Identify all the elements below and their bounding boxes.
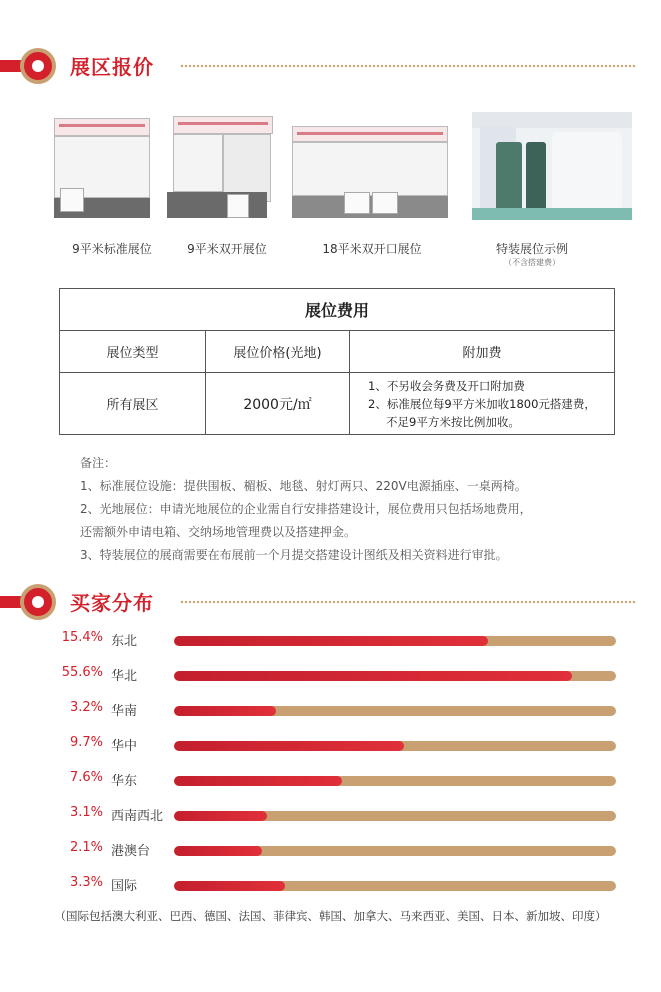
booth-fee-table (59, 288, 615, 435)
bar-fill (174, 846, 262, 856)
section-title: 买家分布 (70, 591, 154, 615)
distribution-row (0, 698, 661, 718)
notes-block (80, 452, 532, 567)
percent-label: 2.1% (69, 840, 103, 855)
percent-label: 55.6% (61, 665, 103, 680)
cell-extra-fee (350, 373, 615, 435)
extra-fee-line: 1、不另收会务费及开口附加费 (368, 378, 525, 393)
booth-caption: 18平米双开口展位 (322, 242, 422, 256)
cell-booth-type: 所有展区 (60, 373, 206, 435)
region-label: 西南西北 (111, 809, 164, 824)
section-title: 展区报价 (70, 55, 154, 79)
booth-18sqm-image (292, 112, 450, 220)
booth-gallery (52, 112, 632, 272)
bar-track (174, 671, 616, 681)
percent-label: 3.1% (69, 805, 103, 820)
bar-fill (174, 741, 404, 751)
region-label: 东北 (111, 634, 138, 649)
region-label: 港澳台 (111, 844, 151, 859)
notes-label: 备注： (80, 456, 117, 470)
percent-label: 15.4% (61, 630, 103, 645)
booth-standard-image (52, 112, 172, 220)
distribution-row (0, 873, 661, 893)
distribution-row (0, 838, 661, 858)
booth-card (472, 112, 592, 267)
table-caption: 展位费用 (60, 289, 615, 331)
booth-double-open-image (167, 112, 287, 220)
extra-fee-line: 不足9平方米按比例加收。 (386, 414, 520, 429)
bar-fill (174, 706, 276, 716)
booth-special-image (472, 112, 632, 220)
bar-fill (174, 636, 488, 646)
distribution-row (0, 768, 661, 788)
bar-fill (174, 881, 285, 891)
region-label: 国际 (111, 879, 138, 894)
bar-track (174, 636, 616, 646)
bar-fill (174, 776, 342, 786)
booth-caption: 9平米标准展位 (72, 242, 152, 256)
booth-caption: 9平米双开展位 (187, 242, 267, 256)
region-label: 华北 (111, 669, 138, 684)
percent-label: 9.7% (69, 735, 103, 750)
bar-track (174, 811, 616, 821)
header-circle-icon (20, 48, 56, 84)
bar-fill (174, 671, 572, 681)
bar-track (174, 706, 616, 716)
region-label: 华东 (111, 774, 138, 789)
section-header-buyer-dist (0, 582, 661, 622)
intl-footnote: （国际包括澳大利亚、巴西、德国、法国、菲律宾、韩国、加拿大、马来西亚、美国、日本、新加坡、印度） (54, 909, 607, 923)
percent-label: 7.6% (69, 770, 103, 785)
percent-label: 3.3% (69, 875, 103, 890)
booth-caption: 特装展位示例 (495, 242, 568, 256)
header-booth-type: 展位类型 (60, 331, 206, 373)
cell-booth-price: 2000元/㎡ (206, 373, 350, 435)
booth-note: （不含搭建费） (504, 258, 560, 267)
notes-line: 3、特装展位的展商需要在布展前一个月提交搭建设计图纸及相关资料进行审批。 (80, 548, 508, 562)
bar-track (174, 741, 616, 751)
region-label: 华南 (111, 704, 138, 719)
distribution-row (0, 733, 661, 753)
header-circle-icon (20, 584, 56, 620)
notes-line: 还需额外申请电箱、交纳场地管理费以及搭建押金。 (80, 525, 357, 539)
percent-label: 3.2% (69, 700, 103, 715)
dotted-divider (180, 600, 637, 604)
notes-line: 2、光地展位：申请光地展位的企业需自行安排搭建设计，展位费用只包括场地费用， (80, 502, 532, 516)
section-header-booth-price (0, 46, 661, 86)
extra-fee-line: 2、标准展位每9平方米加收1800元搭建费， (368, 396, 596, 411)
bar-fill (174, 811, 267, 821)
booth-card (167, 112, 287, 256)
bar-track (174, 881, 616, 891)
header-extra-fee: 附加费 (350, 331, 615, 373)
distribution-row (0, 628, 661, 648)
bar-track (174, 776, 616, 786)
booth-card (52, 112, 172, 256)
dotted-divider (180, 64, 637, 68)
distribution-row (0, 663, 661, 683)
header-booth-price: 展位价格(光地) (206, 331, 350, 373)
bar-track (174, 846, 616, 856)
distribution-row (0, 803, 661, 823)
booth-card (292, 112, 422, 256)
region-label: 华中 (111, 739, 138, 754)
notes-line: 1、标准展位设施：提供围板、楣板、地毯、射灯两只、220V电源插座、一桌两椅。 (80, 479, 527, 493)
